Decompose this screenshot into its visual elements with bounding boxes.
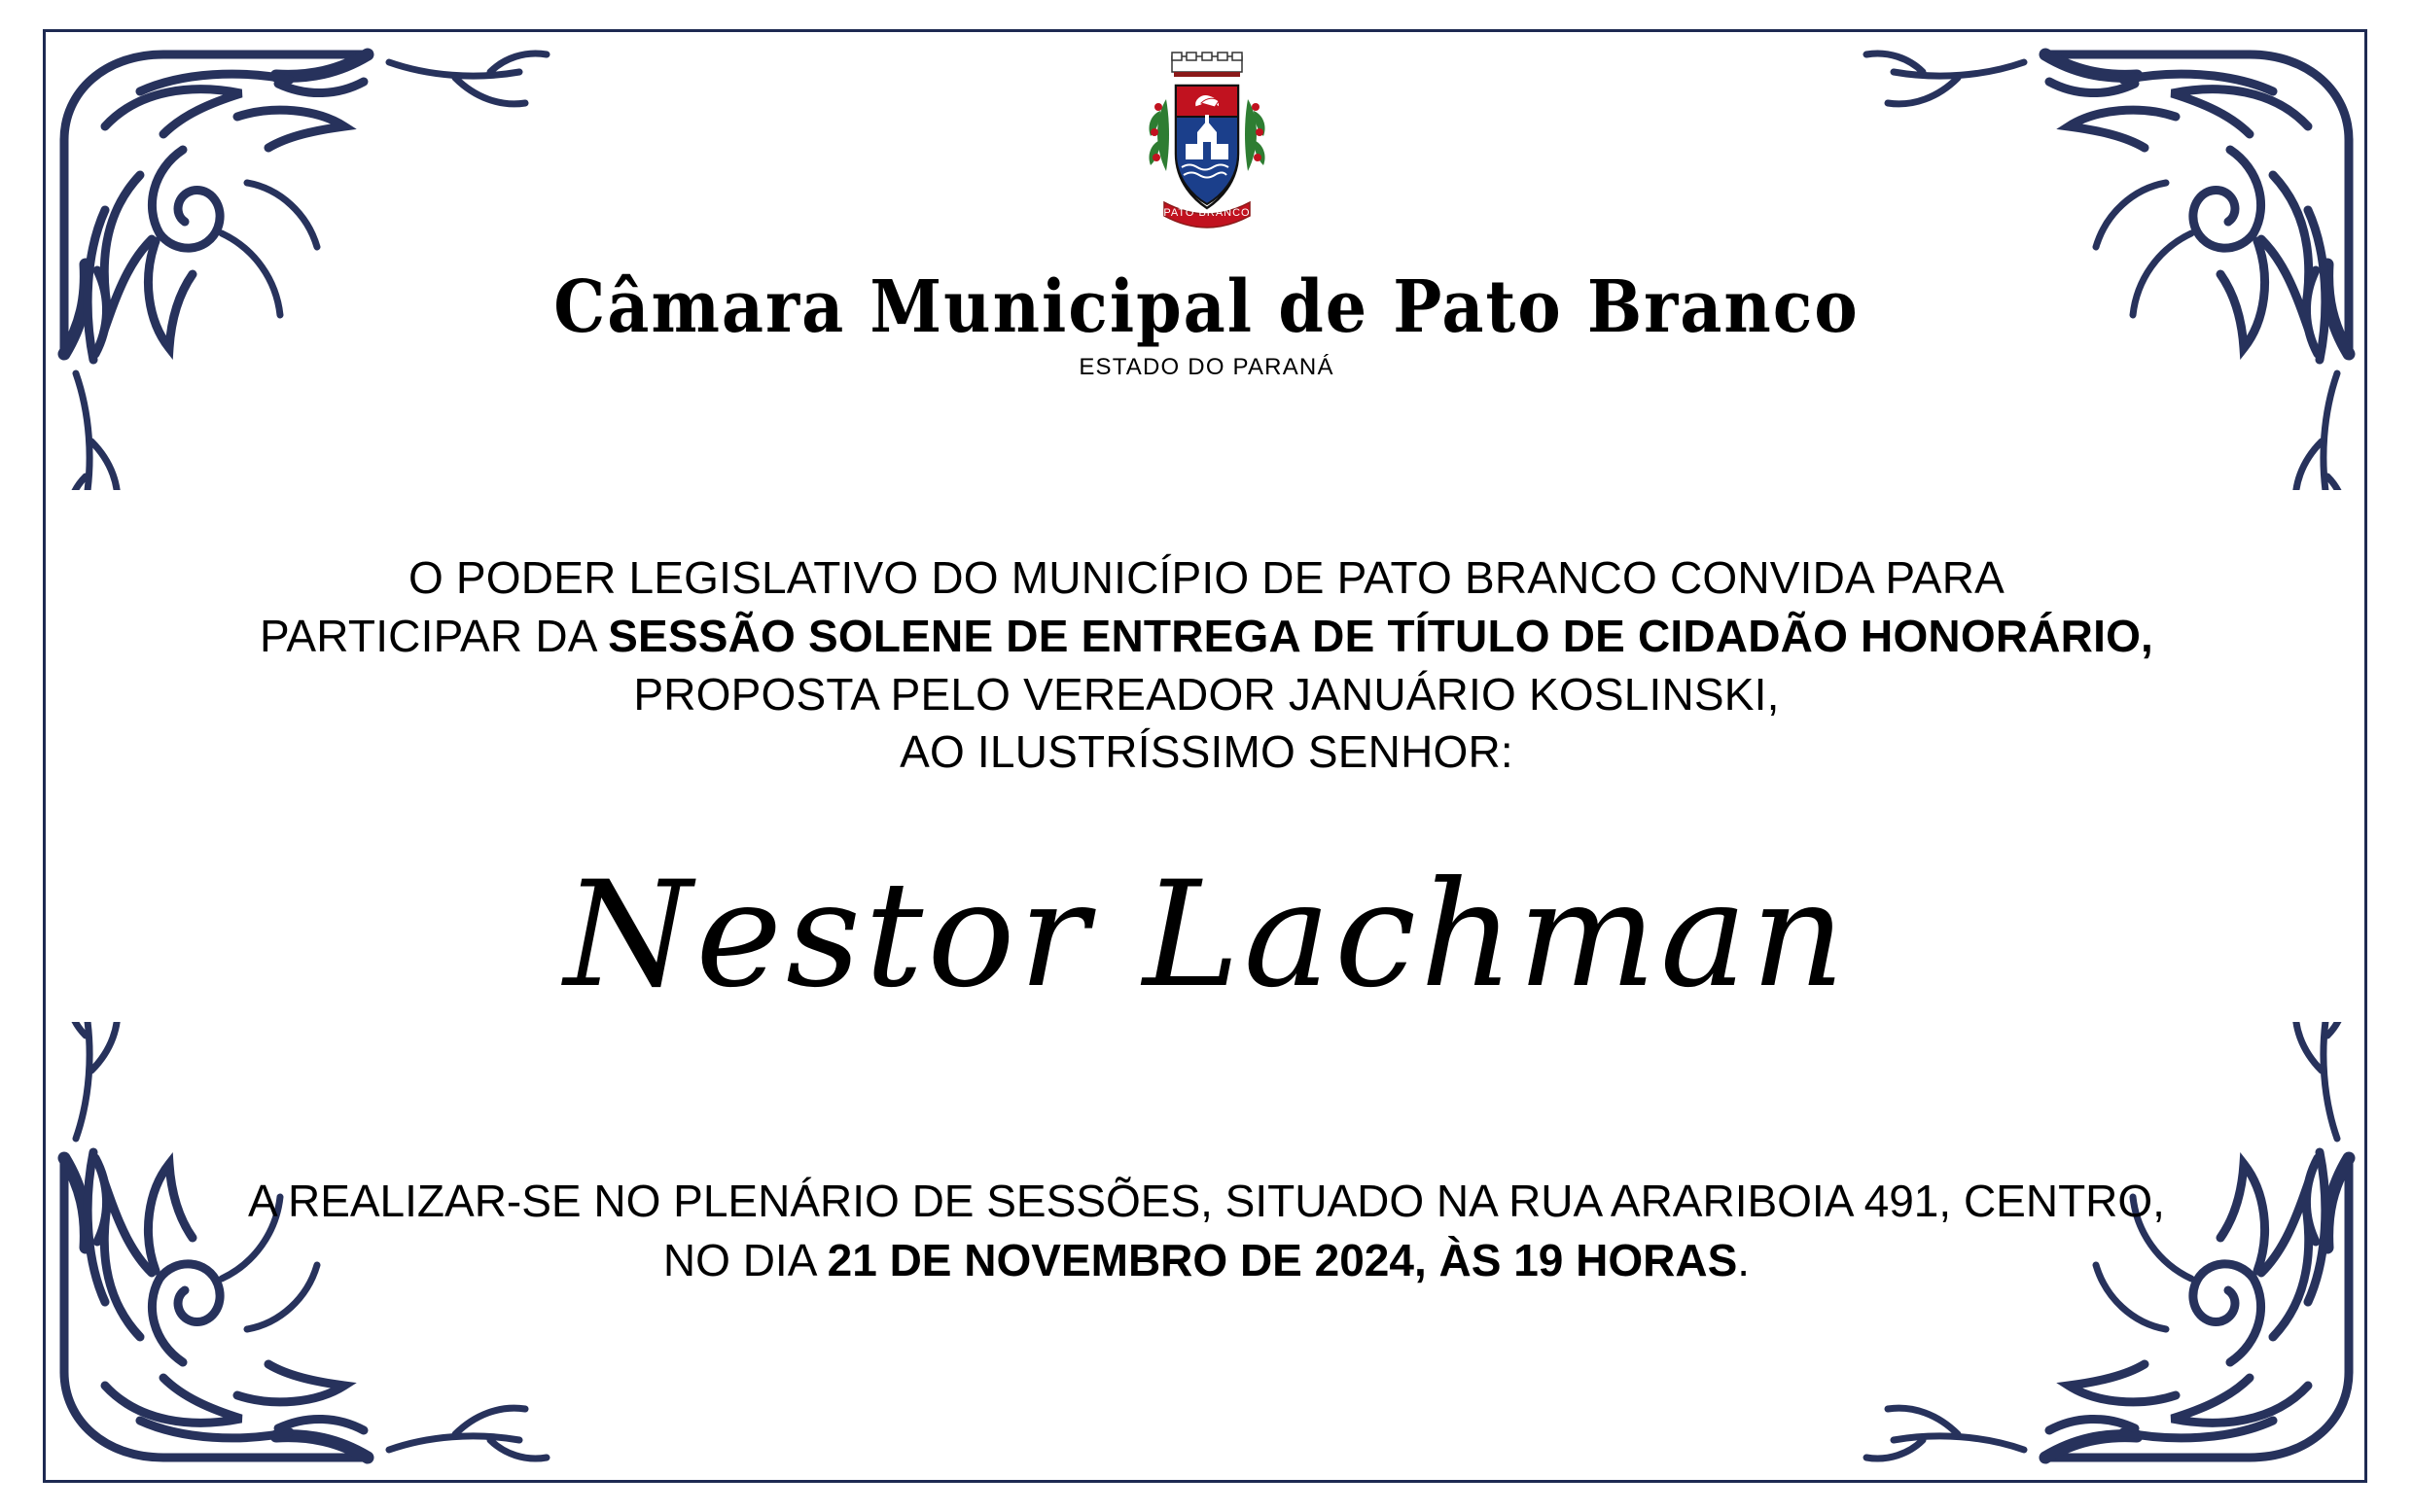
body-line-2-bold: SESSÃO SOLENE DE ENTREGA DE TÍTULO DE CIDADÃO HONORÁRIO, (608, 610, 2154, 661)
footer-line-1: A REALIZAR-SE NO PLENÁRIO DE SESSÕES, SITUADO NA RUA ARARIBOIA 491, CENTRO, (248, 1176, 2165, 1226)
institution-title: Câmara Municipal de Pato Branco (553, 265, 1860, 349)
crest-motto-text: PATO BRANCO (1162, 207, 1251, 219)
body-line-1: O PODER LEGISLATIVO DO MUNICÍPIO DE PATO BRANCO CONVIDA PARA (408, 552, 2005, 603)
invitation-footer (136, 1172, 2277, 1289)
body-line-2 (136, 608, 2277, 666)
municipal-crest-icon (1125, 47, 1289, 256)
footer-line-2 (136, 1231, 2277, 1290)
honoree-name: Nestor Lachman (564, 851, 1849, 1020)
body-line-4: AO ILUSTRÍSSIMO SENHOR: (900, 726, 1513, 778)
body-line-2-prefix: PARTICIPAR DA (259, 610, 609, 661)
body-line-3: PROPOSTA PELO VEREADOR JANUÁRIO KOSLINSKI, (633, 668, 1780, 720)
invitation-body (136, 549, 2277, 782)
footer-line-2-prefix: NO DIA (662, 1234, 828, 1285)
state-subtitle: ESTADO DO PARANÁ (1079, 353, 1334, 380)
footer-line-2-suffix: . (1737, 1234, 1751, 1285)
event-datetime: 21 DE NOVEMBRO DE 2024, ÀS 19 HORAS (827, 1234, 1738, 1285)
header-block (0, 265, 2413, 381)
